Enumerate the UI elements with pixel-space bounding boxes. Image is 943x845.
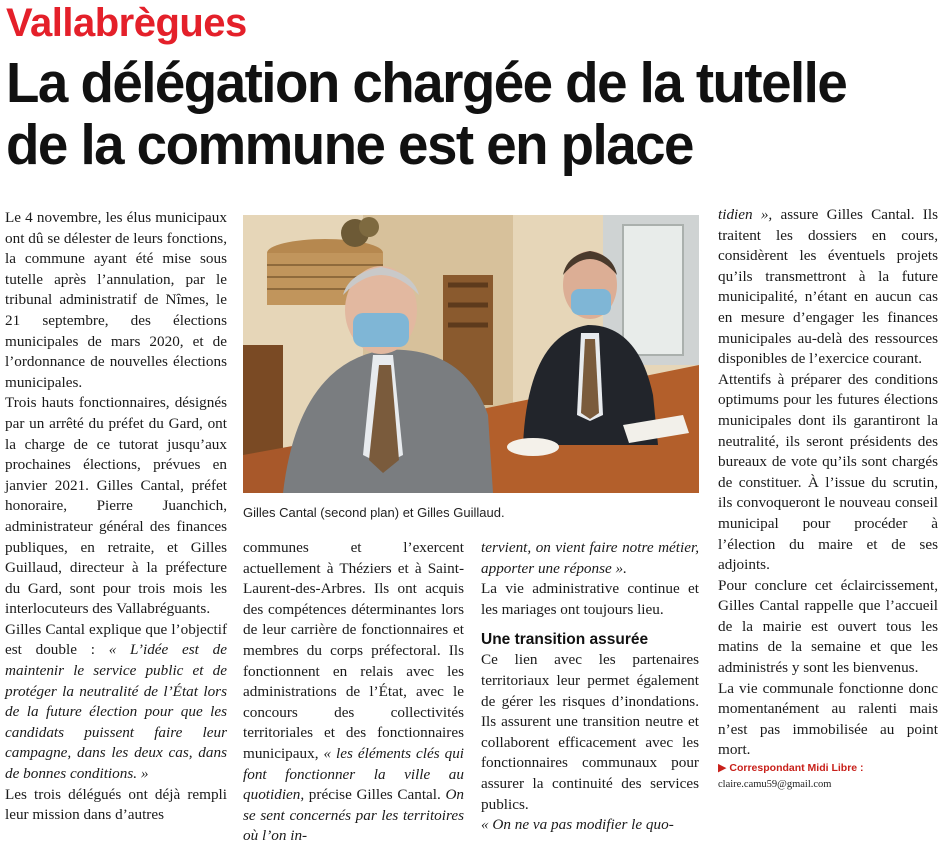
- paragraph-text: communes et l’exercent actuellement à Théziers et à Saint-Laurent-des-Arbres. Ils ont acquis des compétences déterminantes lors de leur carrière de fonctionnaires et membres du corps préfectoral. Ils fonctionnent en relais avec les administrations de l’État, avec le concours des collectivités territoriales et des fonctionnaires municipaux,: [243, 539, 464, 762]
- byline: [718, 761, 938, 775]
- quote: « les éléments clés qui font fonctionner la ville au quotidien,: [243, 744, 465, 804]
- paragraph: Trois hauts fonctionnaires, désignés par un arrêté du préfet du Gard, ont la charge de ce tutorat jusqu’aux prochaines élections, prévues en janvier 2021. Gilles Cantal, préfet honoraire, Pierre Juanchich, administrateur général des finances publiques, en retraite, et Gilles Guillaud, directeur à la préfecture du Gard, sont pour trois mois les interlocuteurs des Vallabréguants.: [5, 394, 227, 618]
- article-column-4: [718, 205, 938, 795]
- paragraph: [718, 205, 938, 370]
- byline-label: Correspondant Midi Libre :: [729, 762, 864, 775]
- photo-caption: Gilles Cantal (second plan) et Gilles Guillaud.: [243, 505, 505, 520]
- headline-line-1: La délégation chargée de la tutelle: [6, 51, 847, 115]
- headline-line-2: de la commune est en place: [6, 113, 693, 177]
- paragraph-text: Gilles Cantal explique que l’objectif est double :: [5, 620, 227, 659]
- paragraph: Attentifs à préparer des conditions optimums pour les futures élections municipales dont ils garantiront la neutralité, ils seront présidents des bureaux de vote qu’ils sont chargés de constituer. À l’issue du scrutin, ils convoqueront le nouveau conseil municipal pour procéder à l’élection du maire et de ses adjoints.: [718, 370, 938, 574]
- byline-email: claire.camu59@gmail.com: [718, 779, 832, 791]
- paragraph-text: assure Gilles Cantal. Ils traitent les dossiers en cours, considèrent les éventuels projets qu’ils transmettront à la future municipalité, n’étant en aucun cas en mesure d’engager les finances municipales au-delà des ressources disponibles de l’exercice courant.: [718, 206, 938, 368]
- quote: tidien »,: [718, 206, 773, 223]
- paragraph: [243, 538, 464, 845]
- quote: tervient, on vient faire notre métier, apporter une réponse ».: [481, 539, 699, 577]
- article-photo: [243, 215, 699, 493]
- arrow-icon: ▶: [718, 762, 727, 775]
- paragraph: [481, 538, 699, 579]
- photo-illustration: [243, 215, 699, 493]
- paragraph: La vie communale fonctionne donc momentanément au ralenti mais n’est pas immobilisée au point mort.: [718, 679, 938, 759]
- paragraph: Le 4 novembre, les élus municipaux ont dû se délester de leurs fonctions, la commune ayant été mise sous tutelle après l’annulation, par le tribunal administratif de Nîmes, le 21 septembre, des élections municipales de mars 2020, et de l’ordonnance de nouvelles élections municipales.: [5, 209, 227, 391]
- subheading: Une transition assurée: [481, 631, 649, 649]
- paragraph: [5, 620, 227, 785]
- paragraph: Pour conclure cet éclaircissement, Gilles Cantal rappelle que l’accueil de la mairie est ouvert tous les matins de la semaine et que les administrés y sont les bienvenus.: [718, 576, 938, 677]
- headline: [6, 52, 901, 176]
- paragraph: La vie administrative continue et les mariages ont toujours lieu.: [481, 580, 699, 618]
- paragraph: Ce lien avec les partenaires territoriaux leur permet également de gérer les risques d’inondations. Ils assurent une transition neutre et collaborent efficacement avec les fonctionnaires communaux pour assurer la continuité des services publics.: [481, 651, 699, 813]
- section-kicker: Vallabrègues: [6, 1, 247, 45]
- quote: « On ne va pas modifier le quo-: [481, 816, 674, 834]
- paragraph-text: précise Gilles Cantal.: [304, 786, 446, 804]
- paragraph: [481, 815, 699, 836]
- paragraph: Les trois délégués ont déjà rempli leur mission dans d’autres: [5, 785, 227, 824]
- quote: « L’idée est de maintenir le service public et de protéger la neutralité de l’État lors de la future élection pour que les candidats puissent faire leur campagne, dans les deux cas, dans de bonnes conditions. »: [5, 641, 227, 783]
- article-column-3: [481, 538, 699, 836]
- article-column-1: [5, 208, 227, 826]
- article-column-2: [243, 538, 464, 845]
- quote: On se sent concernés par les territoires où l’on in-: [243, 786, 464, 845]
